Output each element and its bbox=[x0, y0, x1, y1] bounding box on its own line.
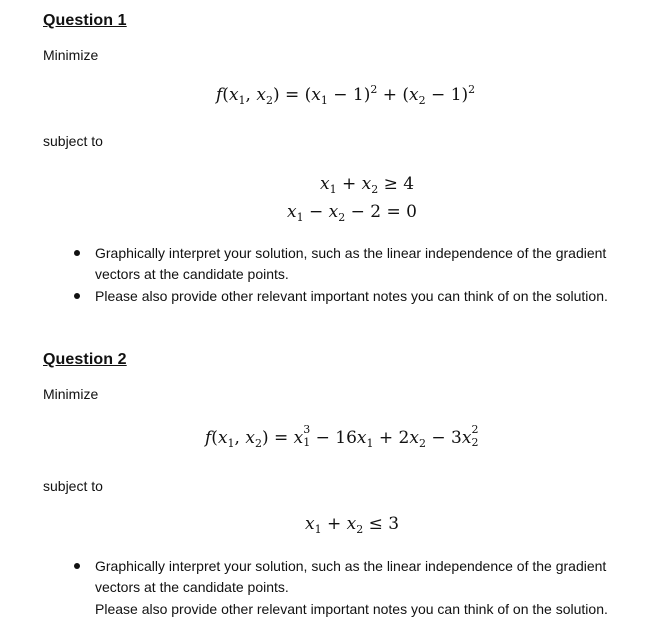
q2-minimize-label: Minimize bbox=[43, 386, 99, 402]
q2-note: Please also provide other relevant important notes you can think of on the solution. bbox=[95, 601, 608, 617]
bullet-dot bbox=[74, 250, 80, 256]
q2-subject-to-label: subject to bbox=[43, 478, 103, 494]
bullet-dot bbox=[74, 293, 80, 299]
q1-equality-constraint: $x_1 - x_2 - 2 = 0$ bbox=[287, 202, 417, 224]
q1-bullet-2: Please also provide other relevant important notes you can think of on the solution. bbox=[95, 288, 608, 304]
question-2-heading: Question 2 bbox=[43, 351, 127, 368]
q1-objective-equation: $f(x_1$, $x_2) = (x_1 - 1)^2 + (x_2 - 1)^2$ bbox=[216, 83, 476, 107]
q2-objective-equation: $f(x_1$, $x_2) = x$ 3 1 − $16x_1 + 2x_2 - 3x$ 2 2 bbox=[205, 423, 479, 450]
bullet-dot bbox=[74, 563, 80, 569]
q2-bullet-1: Graphically interpret your solution, such as the linear independence of the gradient vectors at the candidate points. bbox=[95, 558, 607, 595]
question-1-heading: Question 1 bbox=[43, 12, 127, 29]
q1-subject-to-label: subject to bbox=[43, 133, 103, 149]
q2-inequality-constraint: $x_1 + x_2 \le 3$ bbox=[305, 514, 400, 536]
q1-minimize-label: Minimize bbox=[43, 47, 99, 63]
q1-inequality-constraint: $x_1 + x_2 \ge 4$ bbox=[320, 174, 415, 196]
q1-bullet-1: Graphically interpret your solution, such as the linear independence of the gradient vectors at the candidate points. bbox=[95, 245, 607, 282]
